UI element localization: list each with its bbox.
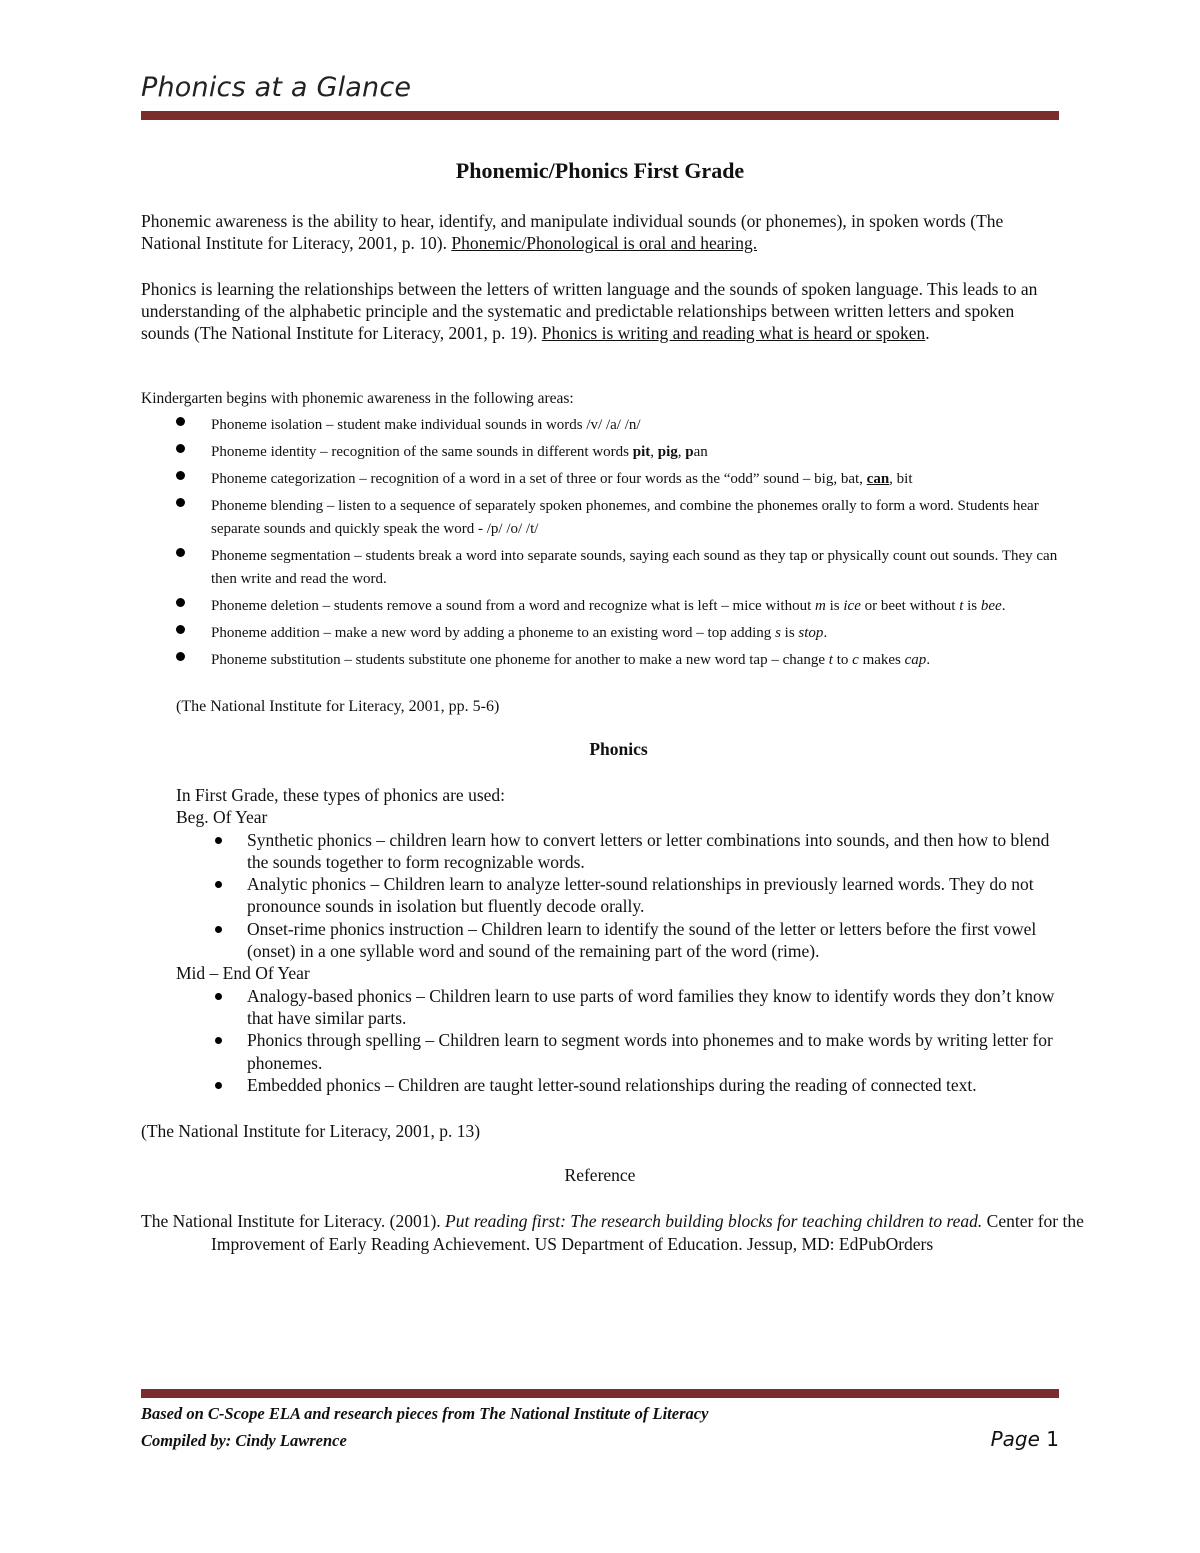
list-item <box>170 649 1060 672</box>
phonemic-awareness-paragraph <box>141 210 1061 254</box>
page-label: Page <box>990 1427 1040 1451</box>
item-sep: , <box>677 444 682 460</box>
item-italic: c <box>852 652 859 668</box>
item-text: Embedded phonics – Children are taught letter-sound relationships during the reading of connected text. <box>247 1074 977 1095</box>
mid-end-of-year-label: Mid – End Of Year <box>176 963 310 984</box>
header-divider <box>141 111 1059 120</box>
item-italic: stop <box>798 625 824 641</box>
list-item <box>176 829 1066 874</box>
item-text: Phoneme identity – recognition of the same sounds in different words <box>211 444 629 460</box>
item-text: Phoneme blending – listen to a sequence of separately spoken phonemes, and combine the phonemes orally to form a word. Students hear separate sounds and quickly speak the word - /p/ /o/ /t/ <box>211 498 1039 537</box>
reference-heading: Reference <box>564 1165 636 1185</box>
first-grade-citation: (The National Institute for Literacy, 2001, p. 13) <box>141 1121 481 1141</box>
list-item <box>176 1029 1066 1074</box>
item-end: . <box>823 625 828 641</box>
kindergarten-citation: (The National Institute for Literacy, 2001, pp. 5-6) <box>176 698 500 715</box>
phonics-paragraph <box>141 278 1061 344</box>
para1-underlined: Phonemic/Phonological is oral and hearing. <box>451 233 758 253</box>
item-text: makes <box>862 652 901 668</box>
bullet-icon <box>176 444 185 453</box>
item-text: Phoneme segmentation – students break a word into separate sounds, saying each sound as they tap or physically count out sounds. They can then write and read the word. <box>211 548 1058 587</box>
bullet-icon <box>215 993 222 1000</box>
item-italic: t <box>828 652 833 668</box>
bullet-icon <box>176 625 185 634</box>
list-item <box>176 918 1066 963</box>
item-text: Phoneme categorization – recognition of a word in a set of three or four words as the “odd” sound – big, bat, <box>211 471 863 487</box>
bullet-icon <box>176 417 185 426</box>
item-text: is <box>967 598 978 614</box>
document-title: Phonemic/Phonics First Grade <box>455 158 745 183</box>
item-text: Onset-rime phonics instruction – Children learn to identify the sound of the letter or letters before the first vowel (onset) in a one syllable word and sound of the remaining part of the word (rime). <box>247 918 1037 962</box>
header-title: Phonics at a Glance <box>141 72 412 103</box>
phonics-heading: Phonics <box>589 739 648 759</box>
beg-of-year-label: Beg. Of Year <box>176 807 268 828</box>
page-number-value: 1 <box>1046 1427 1059 1451</box>
bullet-icon <box>176 652 185 661</box>
item-text: Phoneme deletion – students remove a sound from a word and recognize what is left – mice without <box>211 598 812 614</box>
bullet-icon <box>215 837 222 844</box>
list-item <box>170 595 1060 618</box>
item-bold: pig <box>657 444 678 460</box>
item-text: Synthetic phonics – children learn how to convert letters or letter combinations into sounds, and then how to blend the sounds together to form recognizable words. <box>247 829 1050 872</box>
item-sep: , <box>650 444 654 460</box>
item-italic: cap <box>904 652 927 668</box>
item-italic: s <box>775 625 781 641</box>
item-text: Analytic phonics – Children learn to analyze letter-sound relationships in previously learned words. They do not pronounce sounds in isolation but fluently decode orally. <box>247 874 1034 917</box>
bullet-icon <box>176 471 185 480</box>
reference-title: Put reading first: The research building blocks for teaching children to read. <box>445 1211 983 1231</box>
item-end: . <box>1001 598 1006 614</box>
list-item <box>170 468 1060 491</box>
bullet-icon <box>215 881 222 888</box>
kindergarten-intro: Kindergarten begins with phonemic awareness in the following areas: <box>141 390 574 407</box>
kindergarten-list <box>170 410 1060 672</box>
item-text: to <box>836 652 849 668</box>
bullet-icon <box>176 498 185 507</box>
item-end: . <box>926 652 931 668</box>
list-item <box>170 495 1060 541</box>
item-bold: pit <box>632 444 651 460</box>
item-text: Phoneme substitution – students substitute one phoneme for another to make a new word tap – change <box>211 652 826 668</box>
list-item <box>176 873 1066 918</box>
list-item <box>170 545 1060 591</box>
reference-entry <box>141 1210 1111 1255</box>
list-item <box>176 985 1066 1030</box>
bullet-icon <box>215 1082 222 1089</box>
reference-author: The National Institute for Literacy. (2001). <box>141 1211 441 1231</box>
bullet-icon <box>176 548 185 557</box>
bullet-icon <box>176 598 185 607</box>
footer-source: Based on C-Scope ELA and research pieces from The National Institute of Literacy <box>141 1404 709 1423</box>
reference-details: Center for the Improvement of Early Reading Achievement. US Department of Education. Jessup, MD: EdPubOrders <box>211 1211 1084 1254</box>
bullet-icon <box>215 926 222 933</box>
item-text: is <box>829 598 840 614</box>
item-italic: ice <box>843 598 861 614</box>
item-italic: t <box>959 598 964 614</box>
first-grade-intro: In First Grade, these types of phonics are used: <box>176 785 506 805</box>
item-text: Phoneme isolation – student make individual sounds in words /v/ /a/ /n/ <box>211 417 641 433</box>
first-grade-section <box>176 784 1066 1096</box>
item-text: is <box>784 625 795 641</box>
list-item <box>170 622 1060 645</box>
footer-divider <box>141 1389 1059 1398</box>
mid-end-of-year-list <box>176 985 1066 1096</box>
para1-text: Phonemic awareness is the ability to hear, identify, and manipulate individual sounds (or phonemes), in spoken words (The National Institute for Literacy, 2001, p. 10). <box>141 211 1004 253</box>
item-bold: can <box>866 471 890 487</box>
item-text: Analogy-based phonics – Children learn to use parts of word families they know to identify words they don’t know that have similar parts. <box>247 985 1055 1028</box>
item-text: Phonics through spelling – Children learn to segment words into phonemes and to make words by writing letter for phonemes. <box>247 1030 1053 1073</box>
list-item <box>170 414 1060 437</box>
item-tail: an <box>693 444 708 460</box>
para2-end: . <box>925 323 930 343</box>
bullet-icon <box>215 1037 222 1044</box>
footer-compiler: Compiled by: Cindy Lawrence <box>141 1431 347 1450</box>
item-text: or beet without <box>864 598 956 614</box>
list-item <box>176 1074 1066 1096</box>
item-italic: m <box>815 598 826 614</box>
item-tail: , bit <box>889 471 913 487</box>
list-item <box>170 441 1060 464</box>
page-number <box>991 1427 1059 1451</box>
para2-underlined: Phonics is writing and reading what is heard or spoken <box>541 323 926 343</box>
para2-text: Phonics is learning the relationships between the letters of written language and the sounds of spoken language. This leads to an understanding of the alphabetic principle and the systematic and predictable relationships between written letters and spoken sounds (The National Institute for Literacy, 2001, p. 19). <box>141 279 1038 343</box>
item-text: Phoneme addition – make a new word by adding a phoneme to an existing word – top adding <box>211 625 772 641</box>
item-bold: p <box>685 444 694 460</box>
beg-of-year-list <box>176 829 1066 963</box>
item-italic: bee <box>980 598 1002 614</box>
